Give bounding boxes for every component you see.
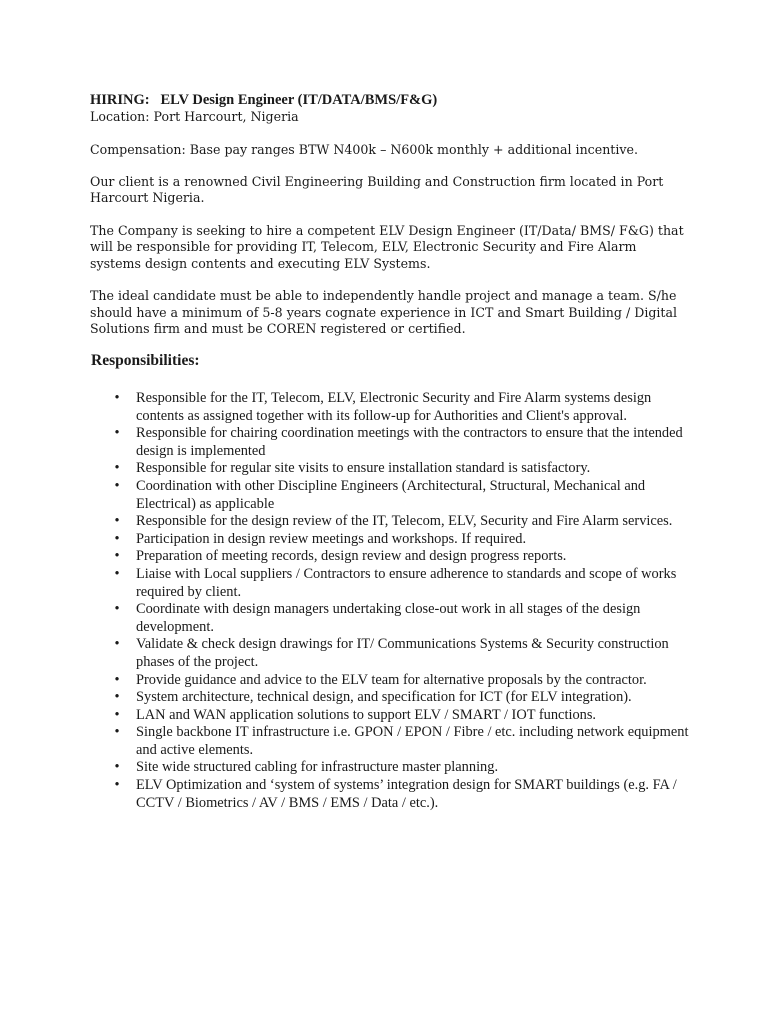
bullet-icon: • (114, 724, 120, 741)
responsibility-text: ELV Optimization and ‘system of systems’ integration design for SMART buildings (e.g. FA / CCTV / Biometrics / AV / BMS / EMS / Data / etc.). (136, 777, 677, 811)
bullet-icon: • (114, 565, 120, 582)
responsibility-text: LAN and WAN application solutions to support ELV / SMART / IOT functions. (136, 706, 597, 723)
responsibility-item (114, 548, 696, 566)
responsibility-item (114, 706, 696, 725)
client-paragraph: Our client is a renowned Civil Engineering Building and Construction firm located in Port Harcourt Nigeria. (90, 174, 664, 206)
responsibility-text: Site wide structured cabling for infrastructure master planning. (136, 759, 499, 776)
responsibility-text: Liaise with Local suppliers / Contractors to ensure adherence to standards and scope of works required by client. (136, 565, 677, 600)
responsibility-text: Provide guidance and advice to the ELV team for alternative proposals by the contractor. (136, 671, 647, 688)
responsibility-text: Coordinate with design managers undertaking close-out work in all stages of the design development. (136, 601, 641, 635)
bullet-icon: • (114, 706, 120, 723)
bullet-icon: • (114, 548, 120, 565)
responsibility-item (114, 565, 696, 601)
responsibility-text: Responsible for the IT, Telecom, ELV, Electronic Security and Fire Alarm systems design contents as assigned together with its follow-up for Authorities and Client's approval. (136, 390, 652, 424)
responsibility-item (114, 689, 696, 707)
responsibility-item (114, 777, 696, 812)
responsibility-text: System architecture, technical design, and specification for ICT (for ELV integration). (136, 689, 632, 706)
candidate-paragraph: The ideal candidate must be able to independently handle project and manage a team. S/he should have a minimum of 5-8 years cognate experience in ICT and Smart Building / Digital Solutions firm and must be COREN registered or certified. (90, 288, 678, 336)
responsibility-item (114, 513, 696, 531)
bullet-icon: • (114, 460, 120, 477)
responsibility-text: Single backbone IT infrastructure i.e. GPON / EPON / Fibre / etc. including network equipment and active elements. (136, 724, 689, 758)
responsibility-item (114, 759, 696, 777)
responsibility-item (114, 425, 696, 460)
responsibility-item (114, 724, 696, 759)
responsibility-item (114, 477, 696, 513)
bullet-icon: • (114, 759, 120, 776)
bullet-icon: • (114, 601, 120, 618)
responsibility-item (114, 390, 696, 425)
job-intro (90, 92, 690, 353)
responsibility-item (114, 601, 696, 636)
responsibilities-list (114, 390, 696, 812)
responsibility-text: Participation in design review meetings and workshops. If required. (136, 530, 527, 547)
bullet-icon: • (114, 513, 120, 530)
responsibility-item (114, 460, 696, 478)
responsibility-text: Responsible for regular site visits to ensure installation standard is satisfactory. (136, 460, 591, 477)
responsibility-text: Responsible for the design review of the IT, Telecom, ELV, Security and Fire Alarm services. (136, 513, 673, 530)
responsibility-text: Responsible for chairing coordination meetings with the contractors to ensure that the intended design is implemented (136, 425, 683, 459)
bullet-icon: • (114, 671, 120, 688)
role-paragraph: The Company is seeking to hire a competent ELV Design Engineer (IT/Data/ BMS/ F&G) that will be responsible for providing IT, Telecom, ELV, Electronic Security and Fire Alarm systems design contents and executing ELV Systems. (90, 223, 684, 271)
bullet-icon: • (114, 689, 120, 706)
bullet-icon: • (114, 425, 120, 442)
bullet-icon: • (114, 636, 120, 653)
job-location: Location: Port Harcourt, Nigeria (90, 109, 299, 124)
compensation-paragraph: Compensation: Base pay ranges BTW N400k – N600k monthly + additional incentive. (90, 141, 638, 157)
bullet-icon: • (114, 390, 120, 406)
responsibility-item (114, 671, 696, 690)
responsibility-item (114, 530, 696, 549)
job-title: ELV Design Engineer (IT/DATA/BMS/F&G) (160, 92, 438, 108)
hiring-label: HIRING: (90, 92, 150, 108)
responsibility-text: Preparation of meeting records, design review and design progress reports. (136, 548, 567, 565)
job-title-line (90, 92, 690, 109)
responsibility-text: Validate & check design drawings for IT/ Communications Systems & Security construction phases of the project. (136, 636, 669, 670)
responsibilities-heading: Responsibilities: (91, 352, 200, 369)
bullet-icon: • (114, 777, 120, 794)
bullet-icon: • (114, 530, 120, 547)
responsibility-item (114, 636, 696, 671)
responsibility-text: Coordination with other Discipline Engineers (Architectural, Structural, Mechanical and Electrical) as applicable (136, 477, 646, 512)
bullet-icon: • (114, 477, 120, 494)
